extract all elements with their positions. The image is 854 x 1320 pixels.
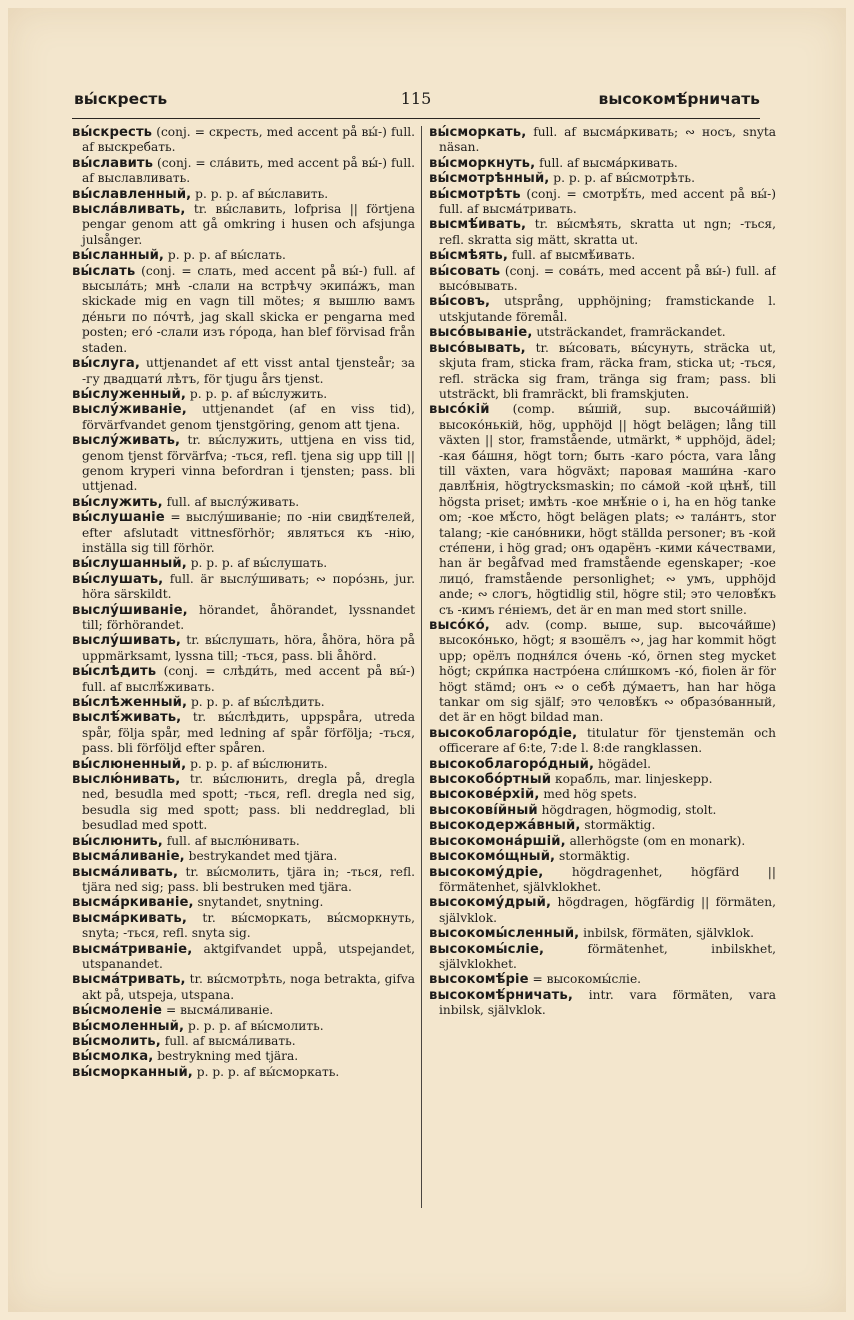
entry-definition: titulatur för tjenstemän och officerare af 6:te, 7:de l. 8:de rangklassen. bbox=[439, 725, 776, 756]
entry-headword: вы́смолить, bbox=[72, 1033, 161, 1049]
entry-headword: вы́слушаніе bbox=[72, 510, 165, 526]
entry-headword: вы́слѣдить bbox=[72, 664, 157, 680]
entry-headword: вы́слѣженный, bbox=[72, 695, 188, 711]
entry-headword: высокомѣ́рничать, bbox=[429, 987, 573, 1003]
dictionary-entry bbox=[72, 433, 415, 495]
entry-definition: tr. вы́смолить, tjära in; -ться, refl. tjära ned sig; pass. bli bestruken med tjära. bbox=[82, 864, 415, 894]
entry-definition: p. p. p. af вы́слюнить. bbox=[186, 756, 328, 771]
entry-headword: вы́слуга, bbox=[72, 356, 140, 372]
dictionary-entry bbox=[72, 1019, 415, 1034]
entry-headword: вы́сморкать, bbox=[429, 125, 527, 140]
entry-headword: высо́вываніе, bbox=[429, 325, 533, 341]
entry-headword: высокоблагоро́дный, bbox=[429, 756, 595, 772]
dictionary-entry bbox=[72, 865, 415, 896]
entry-headword: высма́ркиваніе, bbox=[72, 895, 194, 911]
entry-definition: högdragen, högfärdig || förmäten, självklok. bbox=[439, 895, 776, 925]
entry-definition: stormäktig. bbox=[580, 818, 656, 833]
entry-definition: tr. вы́смѣять, skratta ut ngn; -ться, refl. skratta sig mätt, skratta ut. bbox=[439, 217, 776, 247]
dictionary-entry bbox=[429, 217, 776, 248]
entry-headword: выслу́шивать, bbox=[72, 633, 182, 649]
entry-definition: full. af высма́ливать. bbox=[160, 1033, 296, 1048]
entry-definition: högdragen, högmodig, stolt. bbox=[537, 802, 717, 817]
entry-headword: высма́триваніе, bbox=[72, 941, 193, 957]
entry-definition: tr. вы́служить, uttjena en viss tid, genom tjenst förvärfva; -ться, refl. tjena sig upp till || genom kryperi vinna befordran i tjensten; pass. bli uttjenad. bbox=[82, 433, 415, 494]
entry-headword: высокомѣ́ріе bbox=[429, 972, 529, 988]
dictionary-entry bbox=[429, 803, 776, 818]
entry-definition: (conj. = скресть, med accent på вы́-) full. af выскребать. bbox=[82, 125, 415, 155]
dictionary-entry bbox=[429, 772, 776, 787]
dictionary-entry bbox=[72, 387, 415, 402]
entry-headword: высма́тривать, bbox=[72, 972, 186, 988]
entry-definition: tr. вы́славить, lofprisa || förtjena pengar genom att gå omkring i husen och afsjunga julsånger. bbox=[82, 202, 415, 247]
entry-headword: вы́смолка, bbox=[72, 1049, 154, 1065]
dictionary-entry bbox=[72, 402, 415, 433]
entry-headword: вы́совать bbox=[429, 263, 501, 279]
entry-headword: высма́ливаніе, bbox=[72, 849, 185, 865]
entry-headword: высокове́рхій, bbox=[429, 787, 540, 803]
dictionary-entry bbox=[72, 125, 415, 156]
entry-definition: = выслу́шиваніе; по -ніи свидѣ́телей, efter afslutadt vittnesförhör; являться къ -нію, inställa sig till förhör. bbox=[82, 510, 415, 555]
entry-headword: высо́ко́, bbox=[429, 618, 490, 633]
entry-headword: вы́смоленіе bbox=[72, 1003, 163, 1019]
dictionary-entry bbox=[72, 895, 415, 910]
entry-definition: p. p. p. af вы́смолить. bbox=[184, 1018, 324, 1033]
dictionary-entry bbox=[72, 633, 415, 664]
entry-headword: вы́сморкнуть, bbox=[429, 155, 536, 171]
dictionary-entry bbox=[429, 156, 776, 171]
dictionary-entry bbox=[429, 787, 776, 802]
entry-definition: tr. вы́смотрѣть, noga betrakta, gifva akt på, utspeja, utspana. bbox=[82, 972, 415, 1002]
entry-definition: корабль, mar. linjeskepp. bbox=[551, 772, 713, 787]
entry-headword: вы́смотрѣть bbox=[429, 186, 521, 202]
dictionary-entry bbox=[72, 156, 415, 187]
entry-headword: высокомы́сленный, bbox=[429, 926, 580, 942]
entry-headword: выслѣ́живать, bbox=[72, 710, 182, 726]
entry-headword: высокобо́ртный bbox=[429, 772, 552, 788]
entry-headword: вы́славить bbox=[72, 155, 154, 171]
dictionary-entry bbox=[72, 264, 415, 356]
entry-headword: вы́скресть bbox=[72, 125, 153, 140]
dictionary-entry bbox=[429, 125, 776, 156]
entry-definition: utsprång, upphöjning; framstickande l. utskjutande föremål. bbox=[439, 294, 776, 324]
dictionary-entry bbox=[72, 664, 415, 695]
entry-definition: tr. вы́слюнить, dregla på, dregla ned, besudla med spott; -ться, refl. dregla ned sig, besudla sig med spott; pass. bli neddreglad, bli besudlad med spott. bbox=[82, 772, 415, 833]
entry-definition: full. af высма́ркивать; ∾ носъ, snyta näsan. bbox=[439, 125, 776, 155]
entry-definition: snytandet, snytning. bbox=[193, 895, 324, 910]
dictionary-entry bbox=[429, 926, 776, 941]
dictionary-page bbox=[8, 8, 846, 1312]
entry-definition: p. p. p. af вы́смотрѣть. bbox=[549, 171, 695, 186]
entry-definition: (conj. = смотрѣ́ть, med accent på вы́-) full. af высма́тривать. bbox=[439, 186, 776, 217]
dictionary-entry bbox=[72, 710, 415, 756]
entry-headword: высмѣ́ивать, bbox=[429, 217, 527, 233]
entry-definition: intr. vara förmäten, vara inbilsk, självklok. bbox=[439, 987, 776, 1018]
entry-headword: высокові́йный bbox=[429, 802, 538, 818]
entry-headword: вы́смотрѣнный, bbox=[429, 171, 550, 187]
entry-definition: = высма́ливаніе. bbox=[162, 1003, 274, 1018]
entry-headword: вы́слюнить, bbox=[72, 833, 163, 849]
entry-headword: вы́смѣять, bbox=[429, 248, 508, 264]
entry-headword: вы́служить, bbox=[72, 494, 163, 510]
entry-definition: inbilsk, förmäten, självklok. bbox=[579, 926, 755, 941]
entry-headword: вы́слать bbox=[72, 263, 136, 279]
dictionary-entry bbox=[72, 772, 415, 834]
entry-headword: вы́смоленный, bbox=[72, 1018, 185, 1034]
dictionary-entry bbox=[72, 356, 415, 387]
entry-headword: высокомона́ршій, bbox=[429, 833, 566, 849]
dictionary-entry bbox=[429, 726, 776, 757]
entry-headword: высокомы́сліе, bbox=[429, 941, 545, 957]
entry-headword: выслу́шиваніе, bbox=[72, 602, 188, 618]
dictionary-entry bbox=[72, 942, 415, 973]
dictionary-entry bbox=[72, 695, 415, 710]
dictionary-entry bbox=[429, 895, 776, 926]
dictionary-entry bbox=[429, 618, 776, 726]
entry-definition: tr. вы́сморкать, вы́сморкнуть, snyta; -ться, refl. snyta sig. bbox=[82, 910, 415, 941]
dictionary-entry bbox=[72, 834, 415, 849]
entry-headword: высма́ливать, bbox=[72, 864, 179, 880]
dictionary-entry bbox=[72, 849, 415, 864]
dictionary-entry bbox=[72, 510, 415, 556]
entry-definition: med hög spets. bbox=[539, 787, 637, 802]
entry-headword: высокому́дрый, bbox=[429, 895, 552, 911]
entry-headword: выслу́живать, bbox=[72, 433, 181, 449]
entry-definition: allerhögste (om en monark). bbox=[565, 833, 746, 848]
entry-definition: aktgifvandet uppå, utspejandet, utspanandet. bbox=[82, 941, 415, 971]
right-column bbox=[429, 125, 776, 1217]
entry-definition: p. p. p. af вы́слать. bbox=[164, 248, 286, 263]
entry-definition: bestrykandet med tjära. bbox=[184, 849, 338, 864]
entry-definition: = высокомы́сліе. bbox=[528, 972, 642, 987]
dictionary-entry bbox=[72, 495, 415, 510]
dictionary-entry bbox=[429, 294, 776, 325]
entry-definition: högdragenhet, högfärd || förmätenhet, självklokhet. bbox=[439, 864, 776, 894]
entry-headword: высо́вывать, bbox=[429, 340, 526, 356]
entry-definition: utsträckandet, framräckandet. bbox=[532, 325, 726, 340]
entry-headword: выслю́нивать, bbox=[72, 772, 181, 788]
entry-definition: tr. вы́слѣдить, uppspåra, utreda spår, följa spår, med ledning af spår förfölja; -ться, pass. bli förföljd efter spåren. bbox=[82, 710, 415, 756]
dictionary-entry bbox=[72, 1049, 415, 1064]
entry-definition: förmätenhet, inbilskhet, självklokhet. bbox=[439, 941, 776, 971]
dictionary-entry bbox=[72, 757, 415, 772]
page-header bbox=[72, 88, 760, 112]
dictionary-entry bbox=[429, 264, 776, 295]
dictionary-entry bbox=[429, 818, 776, 833]
header-right-headword: высокомѣ́рничать bbox=[598, 90, 760, 108]
dictionary-entry bbox=[429, 341, 776, 403]
page-number: 115 bbox=[400, 89, 432, 108]
dictionary-entry bbox=[72, 972, 415, 1003]
dictionary-entry bbox=[72, 911, 415, 942]
entry-headword: высокодержа́вный, bbox=[429, 818, 581, 834]
entry-definition: hörandet, åhörandet, lyssnandet till; förhörandet. bbox=[82, 602, 415, 632]
dictionary-entry bbox=[72, 603, 415, 634]
entry-headword: вы́слюненный, bbox=[72, 756, 187, 772]
entry-definition: uttjenandet (af en viss tid), förvärfvandet genom tjenstgöring, genom att tjena. bbox=[82, 402, 415, 432]
entry-definition: p. p. p. af вы́слушать. bbox=[186, 556, 328, 571]
entry-headword: вы́слушать, bbox=[72, 571, 164, 587]
entry-definition: (conj. = сла́вить, med accent på вы́-) full. af выславливать. bbox=[82, 155, 415, 186]
entry-definition: full. af высма́ркивать. bbox=[535, 155, 678, 170]
dictionary-entry bbox=[429, 834, 776, 849]
dictionary-entry bbox=[72, 1034, 415, 1049]
entry-headword: вы́служенный, bbox=[72, 386, 187, 402]
dictionary-entry bbox=[72, 248, 415, 263]
entry-definition: full. af выслю́нивать. bbox=[162, 833, 300, 848]
entry-definition: högädel. bbox=[594, 756, 652, 771]
dictionary-entry bbox=[429, 988, 776, 1019]
entry-headword: вы́сморканный, bbox=[72, 1064, 193, 1080]
left-column bbox=[72, 125, 415, 1217]
entry-headword: высла́вливать, bbox=[72, 202, 186, 218]
entry-headword: вы́славленный, bbox=[72, 186, 192, 202]
dictionary-entry bbox=[429, 187, 776, 218]
entry-headword: вы́сланный, bbox=[72, 248, 165, 264]
entry-definition: p. p. p. af вы́служить. bbox=[186, 386, 328, 401]
entry-definition: (conj. = слѣди́ть, med accent på вы́-) full. af выслѣ́живать. bbox=[82, 664, 415, 694]
entry-definition: stormäktig. bbox=[555, 849, 631, 864]
dictionary-entry bbox=[72, 1003, 415, 1018]
dictionary-entry bbox=[429, 402, 776, 618]
entry-definition: bestrykning med tjära. bbox=[153, 1049, 299, 1064]
entry-definition: uttjenandet af ett visst antal tjenstеår; за -гу двадцати́ лѣтъ, för tjugu års tjenst. bbox=[82, 356, 415, 386]
entry-definition: adv. (comp. выше, sup. высоча́йше) высоко́нько, högt; я взошёлъ ∾, jag har kommit högt upp; орёлъ подня́лся о́чень -ко́, örnen steg mycket högt; скри́пка настро́ена сли́шкомъ -ко́, fiolen är för högt stämd; онъ ∾ о себѣ ду́маетъ, han har höga tankar om sig själf; это человѣ́къ ∾ образо́ванный, det är en högt bildad man. bbox=[439, 618, 776, 725]
entry-definition: p. p. p. af вы́сморкать. bbox=[192, 1064, 340, 1079]
dictionary-entry bbox=[72, 572, 415, 603]
entry-definition: full. är выслу́шивать; ∾ поро́знь, jur. höra särskildt. bbox=[82, 571, 415, 602]
column-divider bbox=[421, 126, 422, 1208]
entry-definition: p. p. p. af вы́славить. bbox=[191, 186, 329, 201]
entry-headword: выслу́живаніе, bbox=[72, 402, 187, 418]
entry-headword: высма́ркивать, bbox=[72, 910, 187, 926]
entry-definition: (comp. вы́шій, sup. высоча́йшій) высоко́нькій, hög, upphöjd || högt belägen; lång till växten || stor, framstående, utmärkt, * upphöjd, ädel; -кая ба́шня, högt torn; быть -каго ро́ста, vara lång till växten, vara högväxt; паровая маши́на -каго давлѣ́нія, högtrycksmaskin; по са́мой -кой цѣнѣ́, till högsta priset; имѣть -кое мнѣ́ніе о і, ha en hög tanke om; -кое мѣ́сто, högt belägen plats; ∾ тала́нтъ, stor talang; -кіе сано́вники, högt ställda personer; въ -кой сте́пени, i hög grad; онъ одарёнъ -кими ка́чествами, han är begåfvad med framstående egenskaper; -кое лицо́, framstående personlighet; ∾ умъ, upphöjd ande; ∾ слогъ, högtidlig stil, högre stil; это человѣ́къ съ -кимъ ге́ніемъ, det är en man med stort snille. bbox=[439, 402, 776, 617]
entry-definition: full. af высмѣ́ивать. bbox=[507, 248, 636, 263]
dictionary-entry bbox=[429, 865, 776, 896]
entry-definition: (conj. = сова́ть, med accent på вы́-) full. af высо́вывать. bbox=[439, 263, 776, 294]
header-rule bbox=[72, 118, 760, 119]
entry-headword: высокому́дріе, bbox=[429, 864, 544, 880]
entry-definition: (conj. = слать, med accent på вы́-) full. af высыла́ть; мнѣ -слали на встрѣчу экипа́жъ, man skickade mig en vagn till mötes; я вышлю вамъ де́ньги по по́чтѣ, jag skall skicka er pengarna med posten; его́ -слали изъ го́рода, han blef förvisad från staden. bbox=[82, 263, 415, 355]
header-left-headword: вы́скресть bbox=[74, 90, 168, 108]
dictionary-entry bbox=[72, 187, 415, 202]
dictionary-entry bbox=[429, 972, 776, 987]
dictionary-entry bbox=[72, 1065, 415, 1080]
dictionary-entry bbox=[72, 556, 415, 571]
entry-definition: tr. вы́слушать, höra, åhöra, höra på uppmärksamt, lyssna till; -ться, pass. bli åhörd. bbox=[82, 633, 415, 663]
dictionary-entry bbox=[72, 202, 415, 248]
entry-headword: вы́слушанный, bbox=[72, 556, 187, 572]
dictionary-entry bbox=[429, 325, 776, 340]
entry-headword: высо́кій bbox=[429, 402, 490, 418]
entry-headword: вы́совъ, bbox=[429, 294, 491, 310]
entry-definition: p. p. p. af вы́слѣдить. bbox=[187, 695, 325, 710]
entry-definition: full. af выслу́живать. bbox=[162, 494, 300, 509]
dictionary-entry bbox=[429, 248, 776, 263]
dictionary-entry bbox=[429, 942, 776, 973]
dictionary-entry bbox=[429, 757, 776, 772]
entry-definition: tr. вы́совать, вы́сунуть, sträcka ut, skjuta fram, sticka fram, räcka fram, sticka ut; -ться, refl. sträcka sig fram, tränga sig fram; pass. bli utsträckt, bli framräckt, bli framskjuten. bbox=[439, 340, 776, 401]
entry-headword: высокоблагоро́діе, bbox=[429, 725, 578, 741]
entry-headword: высокомо́щный, bbox=[429, 849, 556, 865]
dictionary-entry bbox=[429, 849, 776, 864]
dictionary-entry bbox=[429, 171, 776, 186]
